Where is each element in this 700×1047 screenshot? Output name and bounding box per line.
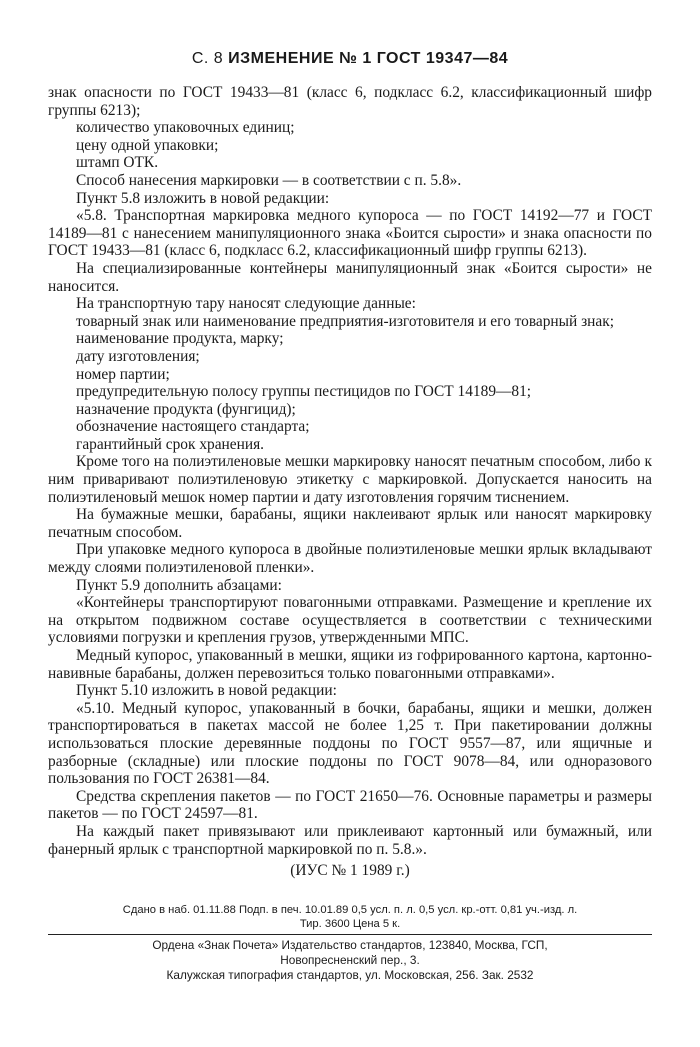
paragraph: товарный знак или наименование предприятия-изготовителя и его товарный знак; xyxy=(76,312,614,330)
paragraph: Кроме того на полиэтиленовые мешки маркировку наносят печатным способом, либо к ним приваривают полиэтиленовую этикетку с маркировкой. Допускается наносить на полиэтиленовый мешок номер партии и дату изготовления горячим тиснением. xyxy=(48,453,652,506)
paragraph: На каждый пакет привязывают или приклеивают картонный или бумажный, или фанерный ярлык с транспортной маркировкой по п. 5.8.». xyxy=(48,822,652,858)
paragraph: «Контейнеры транспортируют повагонными отправками. Размещение и крепление их на открытом подвижном составе осуществляется в соответствии с техническими условиями погрузки и крепления грузов, утвержденными МПС. xyxy=(48,594,652,647)
page-number: С. 8 xyxy=(191,50,224,67)
print-details xyxy=(48,903,652,931)
paragraph: штамп ОТК. xyxy=(76,154,159,172)
paragraph: цену одной упаковки; xyxy=(76,136,219,154)
paragraph: количество упаковочных единиц; xyxy=(76,119,295,137)
paragraph: знак опасности по ГОСТ 19433—81 (класс 6, подкласс 6.2, классификационный шифр группы 6213); xyxy=(48,84,652,119)
paragraph: Пункт 5.10 изложить в новой редакции: xyxy=(76,682,337,700)
paragraph: предупредительную полосу группы пестицидов по ГОСТ 14189—81; xyxy=(76,383,532,401)
imprint-line-3: Калужская типография стандартов, ул. Московская, 256. Зак. 2532 xyxy=(166,968,534,982)
paragraph: наименование продукта, марку; xyxy=(76,330,284,348)
paragraph: номер партии; xyxy=(76,365,170,383)
print-details-line-1: Сдано в наб. 01.11.88 Подп. в печ. 10.01.89 0,5 усл. п. л. 0,5 усл. кр.-отт. 0,81 уч.-изд. л. xyxy=(122,904,578,916)
page-title: ИЗМЕНЕНИЕ № 1 ГОСТ 19347—84 xyxy=(228,50,509,67)
paragraph: Медный купорос, упакованный в мешки, ящики из гофрированного картона, картонно-навивные барабаны, должен перевозиться только повагонными отправками». xyxy=(48,647,652,682)
paragraph: гарантийный срок хранения. xyxy=(76,435,265,453)
paragraph: На специализированные контейнеры манипуляционный знак «Боится сырости» не наносится. xyxy=(48,259,652,295)
paragraph: дату изготовления; xyxy=(76,347,200,365)
closing-reference: (ИУС № 1 1989 г.) xyxy=(290,862,410,880)
paragraph: «5.8. Транспортная маркировка медного купороса — по ГОСТ 14192—77 и ГОСТ 14189—81 с нанесением манипуляционного знака «Боится сырости» и знака опасности по ГОСТ 19433—81 (класс 6, подкласс 6.2, классификационный шифр группы 6213). xyxy=(48,207,652,260)
paragraph: обозначение настоящего стандарта; xyxy=(76,418,310,436)
paragraph: При упаковке медного купороса в двойные полиэтиленовые мешки ярлык вкладывают между слоями полиэтиленовой пленки». xyxy=(48,541,652,577)
paragraph: Пункт 5.9 дополнить абзацами: xyxy=(76,576,282,594)
imprint-line-2: Новопресненский пер., 3. xyxy=(280,953,420,967)
publisher-imprint xyxy=(48,938,652,983)
paragraph: Средства скрепления пакетов — по ГОСТ 21650—76. Основные параметры и размеры пакетов — по ГОСТ 24597—81. xyxy=(48,787,652,823)
paragraph: Пункт 5.8 изложить в новой редакции: xyxy=(76,189,330,207)
divider xyxy=(48,934,652,935)
paragraph: На бумажные мешки, барабаны, ящики наклеивают ярлык или наносят маркировку печатным способом. xyxy=(48,506,652,541)
paragraph: Способ нанесения маркировки — в соответствии с п. 5.8». xyxy=(76,171,462,189)
paragraph: назначение продукта (фунгицид); xyxy=(76,400,296,418)
imprint-line-1: Ордена «Знак Почета» Издательство стандартов, 123840, Москва, ГСП, xyxy=(152,938,548,952)
print-details-line-2: Тир. 3600 Цена 5 к. xyxy=(299,918,401,930)
document-body xyxy=(48,84,652,880)
paragraph: «5.10. Медный купорос, упакованный в бочки, барабаны, ящики и мешки, должен транспортироваться в пакетах массой не более 1,25 т. При пакетировании должны использоваться плоские деревянные поддоны по ГОСТ 9557—87, или ящичные и разборные (складные) или плоские поддоны по ГОСТ 9078—84, или одноразового пользования по ГОСТ 26381—84. xyxy=(48,699,652,788)
paragraph: На транспортную тару наносят следующие данные: xyxy=(76,295,416,313)
page-header xyxy=(0,50,700,68)
